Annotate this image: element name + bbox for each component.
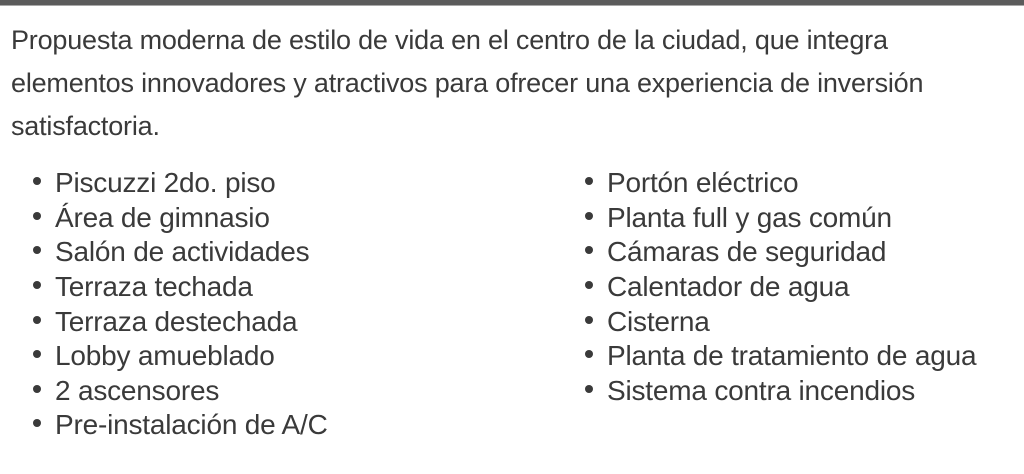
bullet-icon — [33, 246, 41, 254]
list-item — [33, 304, 328, 339]
list-item — [585, 374, 976, 409]
list-item — [585, 235, 976, 270]
bullet-icon — [33, 212, 41, 220]
bullet-icon — [33, 281, 41, 289]
paragraph-line: Propuesta moderna de estilo de vida en el centro de la ciudad, que integra — [11, 25, 888, 55]
bullet-icon — [585, 350, 593, 358]
list-item-label: Sistema contra incendios — [607, 374, 916, 406]
paragraph-line: satisfactoria. — [11, 111, 160, 141]
list-item-label: Calentador de agua — [607, 271, 850, 303]
bullet-icon — [33, 385, 41, 393]
intro-paragraph — [11, 19, 1020, 148]
bullet-icon — [33, 177, 41, 185]
list-item-label: Planta de tratamiento de agua — [607, 340, 977, 372]
bullet-icon — [33, 316, 41, 324]
bullet-icon — [33, 350, 41, 358]
list-item-label: Cámaras de seguridad — [607, 236, 887, 268]
list-item — [585, 304, 976, 339]
amenities-list-right — [585, 166, 976, 408]
list-item — [33, 339, 328, 374]
list-item — [33, 201, 328, 236]
list-item-label: Pre-instalación de A/C — [55, 409, 328, 441]
list-item-label: Piscuzzi 2do. piso — [55, 167, 276, 199]
list-item-label: Salón de actividades — [55, 236, 310, 268]
list-item — [33, 235, 328, 270]
top-bar — [0, 0, 1024, 6]
bullet-icon — [585, 212, 593, 220]
bullet-icon — [585, 316, 593, 324]
bullet-icon — [585, 281, 593, 289]
bullet-icon — [585, 385, 593, 393]
paragraph-line: elementos innovadores y atractivos para ofrecer una experiencia de inversión — [11, 68, 924, 98]
list-item-label: Planta full y gas común — [607, 201, 892, 233]
list-item — [33, 408, 328, 443]
bullet-icon — [585, 177, 593, 185]
list-item — [33, 166, 328, 201]
bullet-icon — [33, 419, 41, 427]
list-item — [33, 374, 328, 409]
list-item-label: Portón eléctrico — [607, 167, 799, 199]
list-item-label: Cisterna — [607, 305, 710, 337]
list-item-label: Lobby amueblado — [55, 340, 275, 372]
list-item-label: Terraza techada — [55, 271, 253, 303]
list-item-label: 2 ascensores — [55, 374, 220, 406]
list-item — [585, 201, 976, 236]
list-item — [585, 339, 976, 374]
list-item — [33, 270, 328, 305]
amenities-list-left — [33, 166, 328, 443]
list-item — [585, 166, 976, 201]
list-item-label: Terraza destechada — [55, 305, 298, 337]
bullet-icon — [585, 246, 593, 254]
list-item-label: Área de gimnasio — [55, 201, 270, 233]
list-item — [585, 270, 976, 305]
